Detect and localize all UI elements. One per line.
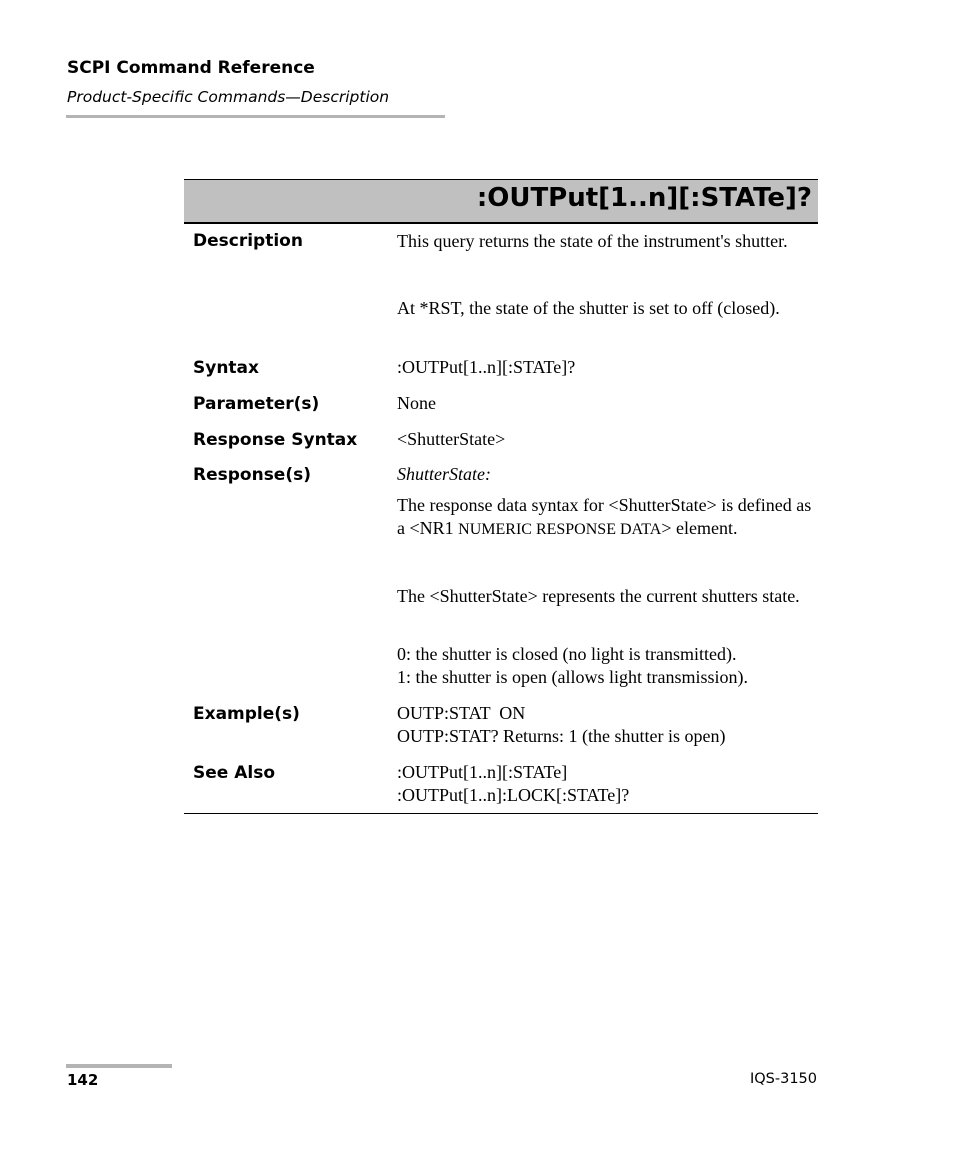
syntax-value: :OUTPut[1..n][:STATe]? xyxy=(397,357,576,377)
example-line-2: OUTP:STAT? Returns: 1 (the shutter is open) xyxy=(397,726,726,746)
examples-label: Example(s) xyxy=(193,704,300,724)
description-text-1: This query returns the state of the instrument's shutter. xyxy=(397,231,788,251)
table-bottom-rule xyxy=(184,813,818,814)
response-p1-part-c: > element. xyxy=(661,518,738,538)
running-header-title: SCPI Command Reference xyxy=(67,58,315,78)
command-title: :OUTPut[1..n][:STATe]? xyxy=(476,183,812,213)
response-state-0: 0: the shutter is closed (no light is transmitted). xyxy=(397,644,737,664)
page-number: 142 xyxy=(67,1071,99,1089)
parameters-label: Parameter(s) xyxy=(193,394,320,414)
parameters-value: None xyxy=(397,393,436,413)
syntax-label: Syntax xyxy=(193,358,259,378)
description-text-2: At *RST, the state of the shutter is set to off (closed). xyxy=(397,298,780,318)
response-state-1: 1: the shutter is open (allows light transmission). xyxy=(397,667,748,687)
running-header-subtitle: Product-Specific Commands—Description xyxy=(67,88,390,106)
footer-rule xyxy=(66,1064,172,1068)
response-paragraph-2: The <ShutterState> represents the current shutters state. xyxy=(397,586,800,606)
response-p1-part-a: The response data syntax for <ShutterState> is defined as a <NR1 xyxy=(397,495,812,538)
response-name: ShutterState: xyxy=(397,464,491,484)
see-also-line-2: :OUTPut[1..n]:LOCK[:STATe]? xyxy=(397,785,630,805)
description-label: Description xyxy=(193,231,303,251)
product-name: IQS-3150 xyxy=(749,1071,817,1087)
response-syntax-value: <ShutterState> xyxy=(397,429,506,449)
header-rule xyxy=(66,115,445,118)
response-p1-part-b: NUMERIC RESPONSE DATA xyxy=(458,521,662,538)
response-paragraph-1 xyxy=(397,494,817,541)
responses-label: Response(s) xyxy=(193,465,311,485)
example-line-1: OUTP:STAT ON xyxy=(397,703,526,723)
see-also-label: See Also xyxy=(193,763,276,783)
command-title-bar xyxy=(184,179,818,224)
response-syntax-label: Response Syntax xyxy=(193,430,358,450)
see-also-line-1: :OUTPut[1..n][:STATe] xyxy=(397,762,568,782)
